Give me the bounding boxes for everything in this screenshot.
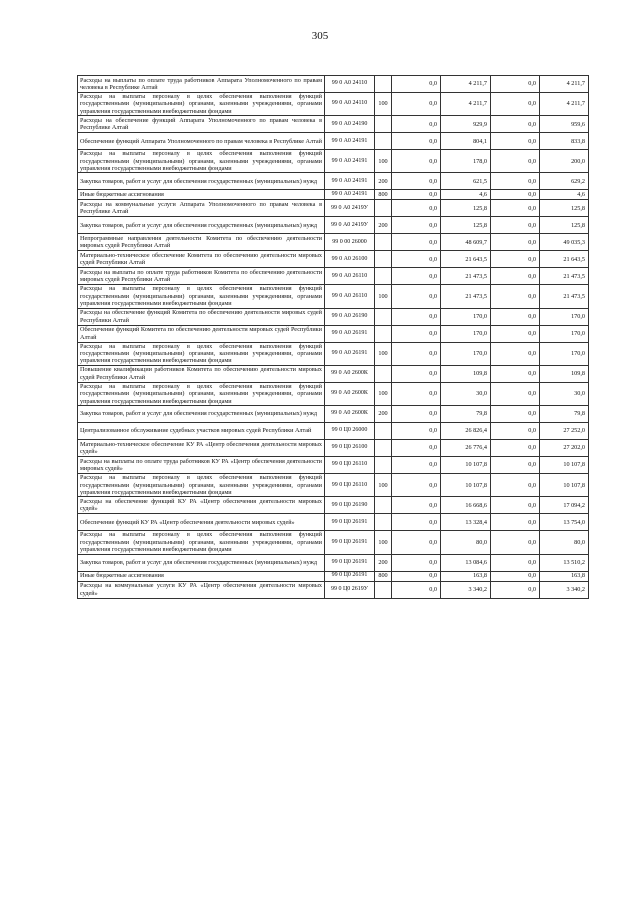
row-value-4: 125,8 xyxy=(540,200,589,217)
row-value-3: 0,0 xyxy=(491,76,540,93)
row-target-code: 99 0 А0 26191 xyxy=(325,342,375,365)
row-value-2: 21 643,5 xyxy=(441,251,491,268)
table-row xyxy=(78,190,589,200)
row-value-4: 4,6 xyxy=(540,190,589,200)
row-value-3: 0,0 xyxy=(491,200,540,217)
row-value-2: 125,8 xyxy=(441,200,491,217)
row-value-4: 170,0 xyxy=(540,342,589,365)
row-description: Материально-техническое обеспечение КУ РА «Центр обеспечения деятельности мировых судей» xyxy=(78,440,325,457)
row-expense-type xyxy=(375,514,392,531)
row-value-2: 13 328,4 xyxy=(441,514,491,531)
row-description: Обеспечение функций Комитета по обеспечению деятельности мировых судей Республики Алтай xyxy=(78,325,325,342)
table-row xyxy=(78,76,589,93)
row-value-4: 170,0 xyxy=(540,308,589,325)
row-value-4: 959,6 xyxy=(540,116,589,133)
row-expense-type: 100 xyxy=(375,93,392,116)
row-value-1: 0,0 xyxy=(392,514,441,531)
row-value-2: 4,6 xyxy=(441,190,491,200)
row-target-code: 99 0 Ц0 26191 xyxy=(325,571,375,581)
row-value-2: 13 084,6 xyxy=(441,554,491,571)
row-expense-type: 200 xyxy=(375,554,392,571)
row-value-3: 0,0 xyxy=(491,173,540,190)
row-target-code: 99 0 А0 24110 xyxy=(325,93,375,116)
table-row xyxy=(78,268,589,285)
row-value-1: 0,0 xyxy=(392,365,441,382)
row-value-2: 10 107,8 xyxy=(441,457,491,474)
row-value-2: 125,8 xyxy=(441,217,491,234)
row-description: Расходы на выплаты по оплате труда работников Комитета по обеспечению деятельности мировых судей Республики Алтай xyxy=(78,268,325,285)
row-expense-type: 100 xyxy=(375,474,392,497)
row-value-2: 621,5 xyxy=(441,173,491,190)
row-value-1: 0,0 xyxy=(392,268,441,285)
row-value-4: 200,0 xyxy=(540,150,589,173)
row-target-code: 99 0 Ц0 26191 xyxy=(325,554,375,571)
row-expense-type: 100 xyxy=(375,382,392,405)
table-row xyxy=(78,406,589,423)
row-value-2: 163,8 xyxy=(441,571,491,581)
row-value-1: 0,0 xyxy=(392,116,441,133)
table-row xyxy=(78,200,589,217)
row-value-4: 80,0 xyxy=(540,531,589,554)
row-value-3: 0,0 xyxy=(491,554,540,571)
row-value-1: 0,0 xyxy=(392,200,441,217)
row-value-1: 0,0 xyxy=(392,93,441,116)
row-value-2: 26 826,4 xyxy=(441,423,491,440)
row-value-1: 0,0 xyxy=(392,581,441,598)
row-value-3: 0,0 xyxy=(491,514,540,531)
row-value-1: 0,0 xyxy=(392,133,441,150)
table-row xyxy=(78,571,589,581)
row-value-1: 0,0 xyxy=(392,217,441,234)
row-target-code: 99 0 А0 24191 xyxy=(325,133,375,150)
row-value-3: 0,0 xyxy=(491,440,540,457)
row-value-2: 4 211,7 xyxy=(441,93,491,116)
row-value-3: 0,0 xyxy=(491,325,540,342)
row-value-2: 170,0 xyxy=(441,342,491,365)
row-value-1: 0,0 xyxy=(392,423,441,440)
table-row xyxy=(78,497,589,514)
row-target-code: 99 0 А0 26190 xyxy=(325,308,375,325)
row-description: Централизованное обслуживание судебных участков мировых судей Республики Алтай xyxy=(78,423,325,440)
row-target-code: 99 0 Ц0 26191 xyxy=(325,514,375,531)
row-target-code: 99 0 А0 24191 xyxy=(325,173,375,190)
row-target-code: 99 0 А0 24191 xyxy=(325,150,375,173)
row-value-1: 0,0 xyxy=(392,554,441,571)
row-target-code: 99 0 А0 2600К xyxy=(325,365,375,382)
row-value-4: 27 252,0 xyxy=(540,423,589,440)
row-value-1: 0,0 xyxy=(392,285,441,308)
row-value-1: 0,0 xyxy=(392,571,441,581)
row-description: Расходы на выплаты персоналу в целях обеспечения выполнения функций государственными (муниципальными) органами, казенными учреждениями, органами управления государственными внебюджетными фондами xyxy=(78,285,325,308)
row-description: Расходы на выплаты по оплате труда работников Аппарата Уполномоченного по правам человека в Республике Алтай xyxy=(78,76,325,93)
row-value-1: 0,0 xyxy=(392,173,441,190)
row-expense-type xyxy=(375,423,392,440)
row-value-4: 49 035,3 xyxy=(540,234,589,251)
row-value-4: 4 211,7 xyxy=(540,93,589,116)
row-value-4: 125,8 xyxy=(540,217,589,234)
row-description: Непрограммные направления деятельности Комитета по обеспечению деятельности мировых судей Республики Алтай xyxy=(78,234,325,251)
row-value-4: 13 754,0 xyxy=(540,514,589,531)
row-target-code: 99 0 Ц0 2619У xyxy=(325,581,375,598)
row-expense-type xyxy=(375,76,392,93)
row-expense-type xyxy=(375,268,392,285)
table-row xyxy=(78,581,589,598)
row-value-4: 27 202,0 xyxy=(540,440,589,457)
row-value-3: 0,0 xyxy=(491,251,540,268)
row-expense-type xyxy=(375,365,392,382)
table-row xyxy=(78,217,589,234)
row-description: Расходы на обеспечение функций Комитета по обеспечению деятельности мировых судей Республики Алтай xyxy=(78,308,325,325)
row-expense-type xyxy=(375,325,392,342)
row-expense-type: 200 xyxy=(375,406,392,423)
row-expense-type: 800 xyxy=(375,571,392,581)
row-target-code: 99 0 Ц0 26191 xyxy=(325,531,375,554)
row-description: Расходы на выплаты персоналу в целях обеспечения выполнения функций государственными (муниципальными) органами, казенными учреждениями, органами управления государственными внебюджетными фондами xyxy=(78,150,325,173)
row-value-4: 30,0 xyxy=(540,382,589,405)
table-row xyxy=(78,531,589,554)
row-value-3: 0,0 xyxy=(491,571,540,581)
row-expense-type: 100 xyxy=(375,285,392,308)
row-target-code: 99 0 А0 26100 xyxy=(325,251,375,268)
row-description: Расходы на коммунальные услуги Аппарата Уполномоченного по правам человека в Республике Алтай xyxy=(78,200,325,217)
row-description: Расходы на выплаты персоналу в целях обеспечения выполнения функций государственными (муниципальными) органами, казенными учреждениями, органами управления государственными внебюджетными фондами xyxy=(78,531,325,554)
row-description: Расходы на выплаты по оплате труда работников КУ РА «Центр обеспечения деятельности мировых судей» xyxy=(78,457,325,474)
row-target-code: 99 0 А0 2600К xyxy=(325,406,375,423)
row-value-4: 170,0 xyxy=(540,325,589,342)
table-row xyxy=(78,423,589,440)
row-description: Обеспечение функций Аппарата Уполномоченного по правам человека в Республике Алтай xyxy=(78,133,325,150)
row-value-2: 109,8 xyxy=(441,365,491,382)
row-value-1: 0,0 xyxy=(392,497,441,514)
row-value-1: 0,0 xyxy=(392,342,441,365)
row-value-3: 0,0 xyxy=(491,457,540,474)
row-value-3: 0,0 xyxy=(491,474,540,497)
table-row xyxy=(78,308,589,325)
row-value-4: 833,8 xyxy=(540,133,589,150)
row-target-code: 99 0 00 26000 xyxy=(325,234,375,251)
row-target-code: 99 0 А0 24110 xyxy=(325,76,375,93)
row-value-4: 109,8 xyxy=(540,365,589,382)
row-description: Закупка товаров, работ и услуг для обеспечения государственных (муниципальных) нужд xyxy=(78,173,325,190)
row-target-code: 99 0 А0 2600К xyxy=(325,382,375,405)
row-value-3: 0,0 xyxy=(491,342,540,365)
row-value-3: 0,0 xyxy=(491,268,540,285)
row-value-2: 48 609,7 xyxy=(441,234,491,251)
table-row xyxy=(78,554,589,571)
row-value-2: 10 107,8 xyxy=(441,474,491,497)
row-expense-type xyxy=(375,200,392,217)
row-target-code: 99 0 А0 2419У xyxy=(325,217,375,234)
row-value-4: 10 107,8 xyxy=(540,457,589,474)
row-value-4: 79,8 xyxy=(540,406,589,423)
row-expense-type xyxy=(375,440,392,457)
row-value-2: 26 776,4 xyxy=(441,440,491,457)
row-description: Расходы на обеспечение функций Аппарата Уполномоченного по правам человека в Республике Алтай xyxy=(78,116,325,133)
table-row xyxy=(78,365,589,382)
table-row xyxy=(78,133,589,150)
table-body xyxy=(78,76,589,599)
row-expense-type xyxy=(375,133,392,150)
table-row xyxy=(78,93,589,116)
table-row xyxy=(78,251,589,268)
table-row xyxy=(78,382,589,405)
row-value-2: 929,9 xyxy=(441,116,491,133)
row-value-1: 0,0 xyxy=(392,531,441,554)
row-expense-type: 100 xyxy=(375,342,392,365)
row-description: Расходы на выплаты персоналу в целях обеспечения выполнения функций государственными (муниципальными) органами, казенными учреждениями, органами управления государственными внебюджетными фондами xyxy=(78,93,325,116)
row-expense-type: 100 xyxy=(375,531,392,554)
row-description: Материально-техническое обеспечение Комитета по обеспечению деятельности мировых судей Республики Алтай xyxy=(78,251,325,268)
table-row xyxy=(78,116,589,133)
row-expense-type xyxy=(375,581,392,598)
row-value-3: 0,0 xyxy=(491,285,540,308)
row-value-3: 0,0 xyxy=(491,93,540,116)
row-target-code: 99 0 Ц0 26110 xyxy=(325,457,375,474)
row-value-3: 0,0 xyxy=(491,150,540,173)
row-target-code: 99 0 Ц0 26000 xyxy=(325,423,375,440)
row-description: Расходы на выплаты персоналу в целях обеспечения выполнения функций государственными (муниципальными) органами, казенными учреждениями, органами управления государственными внебюджетными фондами xyxy=(78,474,325,497)
row-value-4: 629,2 xyxy=(540,173,589,190)
row-description: Расходы на обеспечение функций КУ РА «Центр обеспечения деятельности мировых судей» xyxy=(78,497,325,514)
row-description: Иные бюджетные ассигнования xyxy=(78,571,325,581)
table-row xyxy=(78,173,589,190)
row-value-2: 178,0 xyxy=(441,150,491,173)
row-expense-type xyxy=(375,116,392,133)
row-expense-type xyxy=(375,457,392,474)
row-value-1: 0,0 xyxy=(392,76,441,93)
row-value-1: 0,0 xyxy=(392,457,441,474)
row-description: Повышение квалификации работников Комитета по обеспечению деятельности мировых судей Республики Алтай xyxy=(78,365,325,382)
row-value-1: 0,0 xyxy=(392,325,441,342)
row-description: Закупка товаров, работ и услуг для обеспечения государственных (муниципальных) нужд xyxy=(78,217,325,234)
row-value-3: 0,0 xyxy=(491,217,540,234)
row-value-2: 170,0 xyxy=(441,325,491,342)
table-row xyxy=(78,285,589,308)
row-description: Закупка товаров, работ и услуг для обеспечения государственных (муниципальных) нужд xyxy=(78,406,325,423)
row-value-4: 21 473,5 xyxy=(540,285,589,308)
row-value-1: 0,0 xyxy=(392,251,441,268)
row-description: Расходы на выплаты персоналу в целях обеспечения выполнения функций государственными (муниципальными) органами, казенными учреждениями, органами управления государственными внебюджетными фондами xyxy=(78,382,325,405)
row-target-code: 99 0 А0 26110 xyxy=(325,285,375,308)
table-row xyxy=(78,514,589,531)
row-value-1: 0,0 xyxy=(392,308,441,325)
row-value-4: 4 211,7 xyxy=(540,76,589,93)
row-expense-type xyxy=(375,497,392,514)
row-description: Расходы на коммунальные услуги КУ РА «Центр обеспечения деятельности мировых судей» xyxy=(78,581,325,598)
row-description: Обеспечение функций КУ РА «Центр обеспечения деятельности мировых судей» xyxy=(78,514,325,531)
row-value-4: 21 643,5 xyxy=(540,251,589,268)
page-number: 305 xyxy=(311,30,329,42)
row-value-2: 30,0 xyxy=(441,382,491,405)
row-expense-type xyxy=(375,308,392,325)
row-target-code: 99 0 А0 26191 xyxy=(325,325,375,342)
row-value-2: 21 473,5 xyxy=(441,285,491,308)
row-expense-type: 200 xyxy=(375,173,392,190)
row-target-code: 99 0 Ц0 26110 xyxy=(325,474,375,497)
row-value-1: 0,0 xyxy=(392,440,441,457)
row-expense-type xyxy=(375,234,392,251)
row-value-4: 163,8 xyxy=(540,571,589,581)
row-value-4: 3 340,2 xyxy=(540,581,589,598)
row-target-code: 99 0 А0 24191 xyxy=(325,190,375,200)
row-value-3: 0,0 xyxy=(491,190,540,200)
row-value-1: 0,0 xyxy=(392,406,441,423)
row-value-2: 16 668,6 xyxy=(441,497,491,514)
row-value-2: 170,0 xyxy=(441,308,491,325)
table-row xyxy=(78,234,589,251)
table-row xyxy=(78,440,589,457)
table-row xyxy=(78,457,589,474)
row-value-3: 0,0 xyxy=(491,531,540,554)
row-value-4: 17 094,2 xyxy=(540,497,589,514)
row-expense-type xyxy=(375,251,392,268)
row-value-2: 21 473,5 xyxy=(441,268,491,285)
row-value-3: 0,0 xyxy=(491,365,540,382)
row-value-1: 0,0 xyxy=(392,190,441,200)
table-row xyxy=(78,474,589,497)
row-value-1: 0,0 xyxy=(392,382,441,405)
row-target-code: 99 0 А0 2419У xyxy=(325,200,375,217)
budget-table xyxy=(77,75,589,599)
row-value-3: 0,0 xyxy=(491,308,540,325)
row-target-code: 99 0 Ц0 26100 xyxy=(325,440,375,457)
row-description: Закупка товаров, работ и услуг для обеспечения государственных (муниципальных) нужд xyxy=(78,554,325,571)
row-value-4: 10 107,8 xyxy=(540,474,589,497)
row-value-1: 0,0 xyxy=(392,150,441,173)
row-value-2: 80,0 xyxy=(441,531,491,554)
table-row xyxy=(78,150,589,173)
row-description: Расходы на выплаты персоналу в целях обеспечения выполнения функций государственными (муниципальными) органами, казенными учреждениями, органами управления государственными внебюджетными фондами xyxy=(78,342,325,365)
row-value-3: 0,0 xyxy=(491,234,540,251)
row-target-code: 99 0 А0 24190 xyxy=(325,116,375,133)
row-value-4: 13 510,2 xyxy=(540,554,589,571)
table-row xyxy=(78,325,589,342)
row-value-2: 4 211,7 xyxy=(441,76,491,93)
row-expense-type: 100 xyxy=(375,150,392,173)
row-target-code: 99 0 А0 26110 xyxy=(325,268,375,285)
table-row xyxy=(78,342,589,365)
row-expense-type: 800 xyxy=(375,190,392,200)
row-value-2: 3 340,2 xyxy=(441,581,491,598)
row-value-3: 0,0 xyxy=(491,116,540,133)
row-expense-type: 200 xyxy=(375,217,392,234)
row-description: Иные бюджетные ассигнования xyxy=(78,190,325,200)
row-value-2: 804,1 xyxy=(441,133,491,150)
row-value-4: 21 473,5 xyxy=(540,268,589,285)
row-value-1: 0,0 xyxy=(392,474,441,497)
row-value-3: 0,0 xyxy=(491,406,540,423)
row-target-code: 99 0 Ц0 26190 xyxy=(325,497,375,514)
row-value-3: 0,0 xyxy=(491,497,540,514)
row-value-3: 0,0 xyxy=(491,133,540,150)
row-value-1: 0,0 xyxy=(392,234,441,251)
row-value-2: 79,8 xyxy=(441,406,491,423)
row-value-3: 0,0 xyxy=(491,382,540,405)
row-value-3: 0,0 xyxy=(491,581,540,598)
row-value-3: 0,0 xyxy=(491,423,540,440)
